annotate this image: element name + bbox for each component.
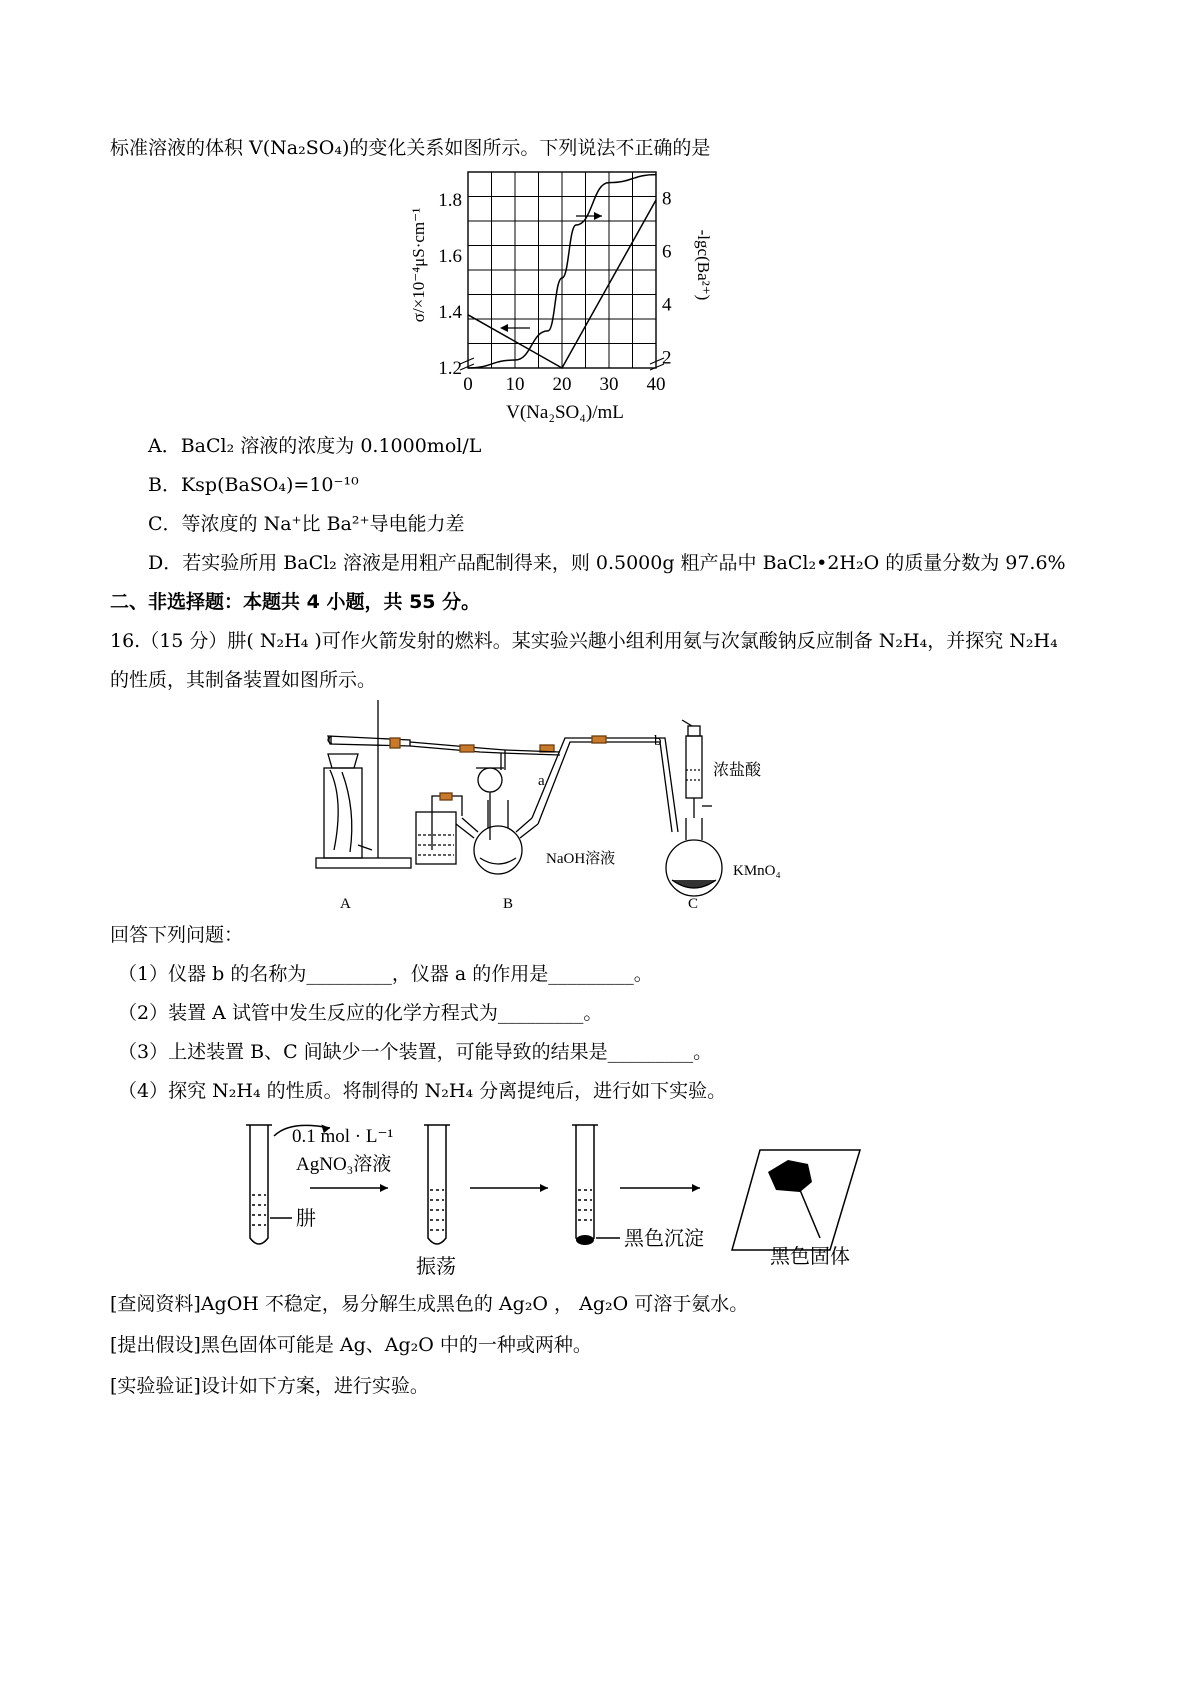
conductivity-chart — [400, 160, 730, 430]
x-tick-label: 20 — [552, 374, 572, 395]
verify-text: [实验验证]设计如下方案，进行实验。 — [110, 1375, 429, 1397]
chart-ylabel-left: σ/×10⁻⁴μS·cm⁻¹ — [409, 207, 428, 323]
label-black-solid: 黑色固体 — [770, 1246, 850, 1268]
sub-question-1: （1）仪器 b 的名称为_________，仪器 a 的作用是_________。 — [118, 963, 653, 985]
hypothesis-text: [提出假设]黑色固体可能是 Ag、Ag₂O 中的一种或两种。 — [110, 1334, 592, 1356]
black-precipitate — [576, 1235, 594, 1245]
funnel-a — [478, 768, 502, 792]
sub-question-2: （2）装置 A 试管中发生反应的化学方程式为_________。 — [118, 1002, 603, 1024]
info-text: [查阅资料]AgOH 不稳定，易分解生成黑色的 Ag₂O ， Ag₂O 可溶于氨水。 — [110, 1293, 749, 1315]
x-tick-label: 40 — [646, 374, 666, 395]
y-left-tick-label: 1.4 — [438, 302, 462, 323]
label-A: A — [340, 896, 351, 912]
sub-question-3: （3）上述装置 B、C 间缺少一个装置，可能导致的结果是_________。 — [118, 1041, 713, 1063]
label-b: b — [654, 733, 662, 749]
label-hydrazine: 肼 — [296, 1208, 316, 1230]
y-right-tick-label: 2 — [662, 347, 672, 369]
y-left-tick-label: 1.8 — [438, 190, 462, 211]
section-title: 二、非选择题：本题共 4 小题，共 55 分。 — [110, 591, 481, 613]
intro-text: 标准溶液的体积 V(Na₂SO₄)的变化关系如图所示。下列说法不正确的是 — [110, 137, 711, 159]
reagent-agno3: AgNO₃溶液 — [296, 1154, 392, 1175]
reagent-conc: 0.1 mol · L⁻¹ — [292, 1126, 394, 1147]
test-tube-3 — [576, 1125, 594, 1244]
beaker — [416, 812, 456, 864]
sub-question-4: （4）探究 N₂H₄ 的性质。将制得的 N₂H₄ 分离提纯后，进行如下实验。 — [118, 1080, 727, 1102]
flask-b — [474, 826, 522, 874]
label-kmno4: KMnO₄ — [733, 863, 781, 879]
label-B: B — [503, 896, 514, 912]
option-b: B．Ksp(BaSO₄)=10⁻¹⁰ — [148, 474, 359, 496]
y-left-tick-label: 1.6 — [438, 246, 462, 267]
label-shake: 振荡 — [416, 1256, 456, 1278]
experiment-flow-diagram — [240, 1110, 900, 1285]
label-a: a — [538, 773, 545, 789]
q16-line2: 的性质，其制备装置如图所示。 — [110, 669, 377, 691]
x-tick-label: 0 — [463, 374, 473, 395]
x-tick-label: 30 — [599, 374, 619, 395]
y-right-tick-label: 6 — [662, 241, 672, 263]
chart-ylabel-right: -lgc(Ba²⁺) — [694, 229, 713, 301]
test-tube-1 — [250, 1125, 268, 1244]
chart-xlabel: V(Na₂SO₄)/mL — [506, 402, 624, 423]
stand-base — [316, 858, 411, 868]
y-left-tick-label: 1.2 — [438, 358, 462, 379]
black-solid — [768, 1160, 812, 1192]
label-C: C — [688, 896, 699, 912]
option-c: C．等浓度的 Na⁺比 Ba²⁺导电能力差 — [148, 513, 465, 535]
dropping-funnel-b — [686, 736, 702, 798]
apparatus-diagram — [310, 700, 810, 915]
option-a: A．BaCl₂ 溶液的浓度为 0.1000mol/L — [148, 435, 482, 457]
label-black-precipitate: 黑色沉淀 — [624, 1228, 704, 1250]
burner — [324, 768, 362, 858]
y-right-tick-label: 8 — [662, 188, 672, 210]
answer-prompt: 回答下列问题： — [110, 924, 244, 946]
x-tick-label: 10 — [505, 374, 525, 395]
chart-grid — [468, 172, 656, 368]
q16-line1: 16.（15 分）肼( N₂H₄ )可作火箭发射的燃料。某实验兴趣小组利用氨与次氯酸钠反应制备 N₂H₄，并探究 N₂H₄ — [110, 630, 1058, 652]
arrow-left-head — [500, 324, 508, 332]
test-tube-2 — [428, 1125, 446, 1244]
option-d: D．若实验所用 BaCl₂ 溶液是用粗产品配制得来，则 0.5000g 粗产品中 BaCl₂•2H₂O 的质量分数为 97.6% — [148, 552, 1066, 574]
arrow-right-head — [594, 212, 602, 220]
y-right-tick-label: 4 — [662, 294, 672, 316]
label-conc-hcl: 浓盐酸 — [713, 762, 762, 779]
label-naoh: NaOH溶液 — [546, 851, 616, 867]
